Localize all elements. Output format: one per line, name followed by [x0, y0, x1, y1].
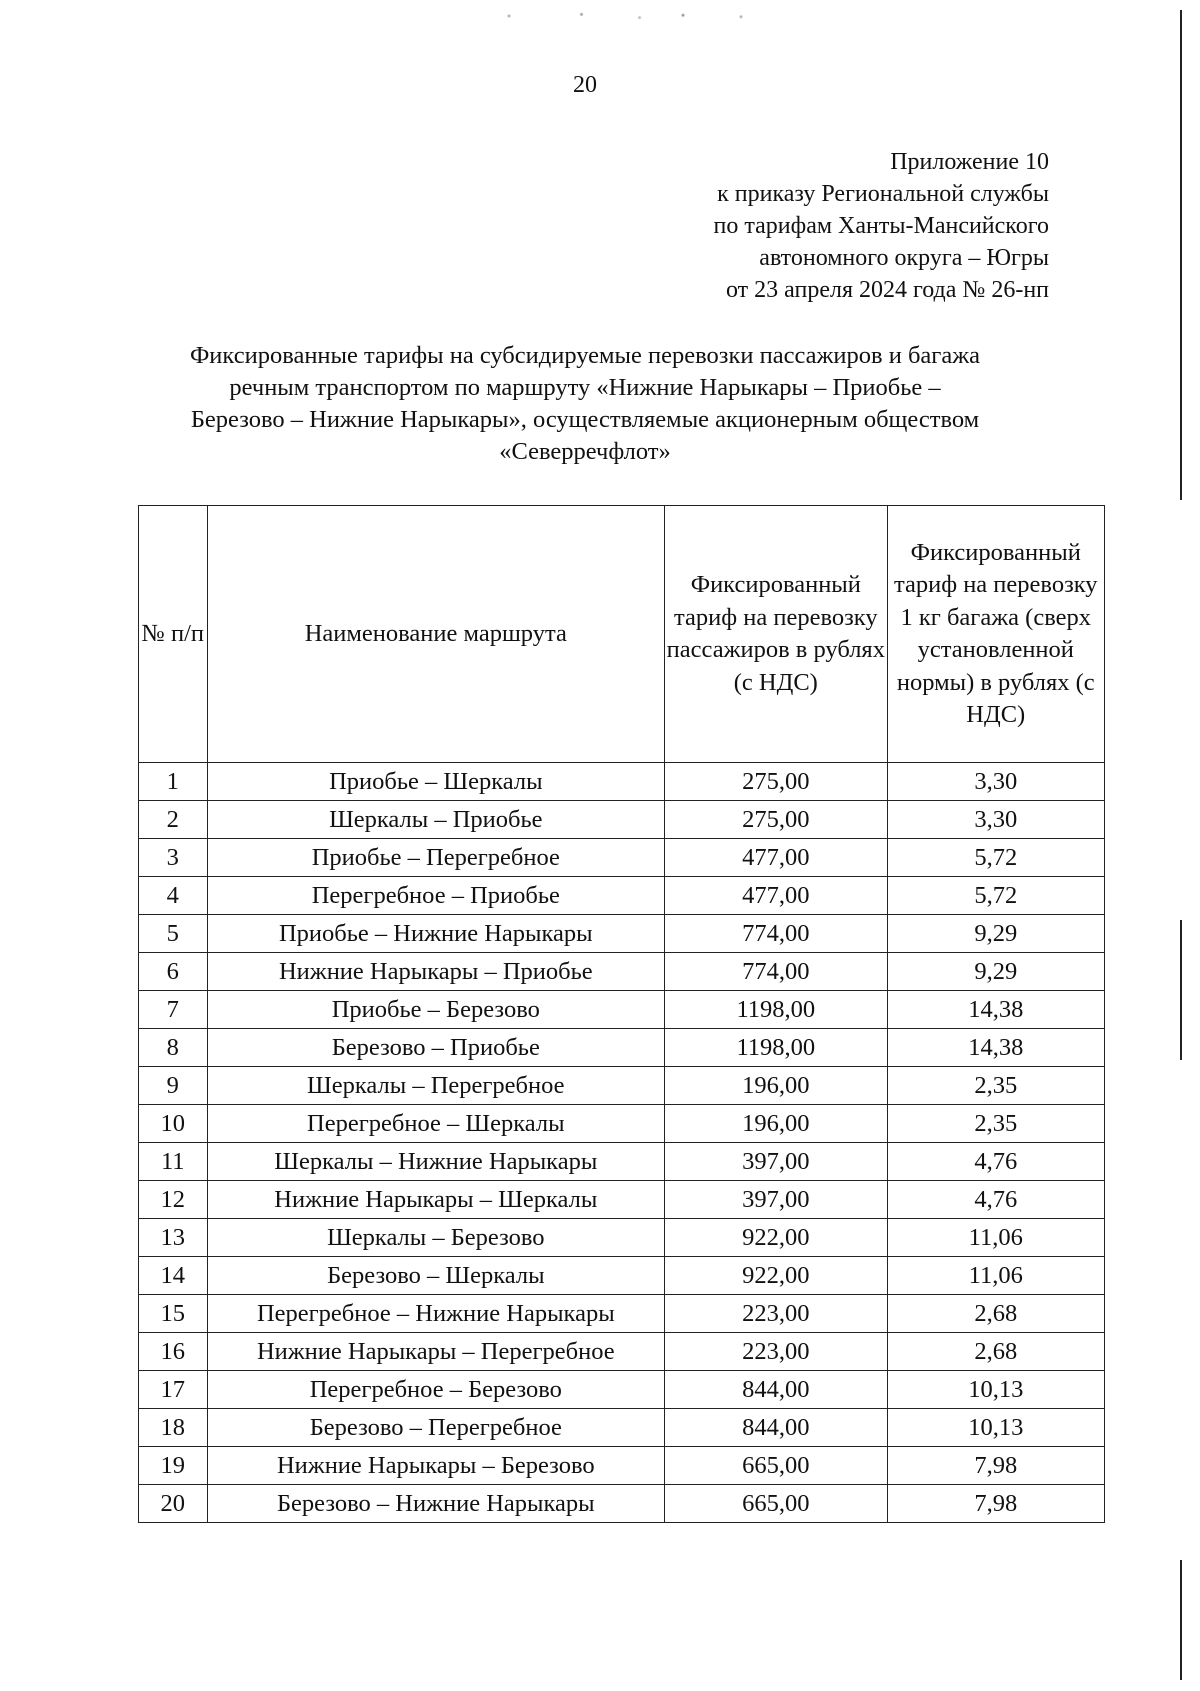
cell-num: 2 [139, 801, 208, 839]
header-baggage-tariff: Фиксированный тариф на перевозку 1 кг багажа (сверх установленной нормы) в рублях (с НДС) [887, 506, 1104, 763]
cell-num: 14 [139, 1257, 208, 1295]
appendix-line: от 23 апреля 2024 года № 26-нп [725, 277, 1049, 303]
title-line: речным транспортом по маршруту «Нижние Нарыкары – Приобье – [229, 374, 941, 401]
cell-baggage-tariff: 10,13 [887, 1371, 1104, 1409]
table-row [139, 1295, 1105, 1333]
cell-route: Березово – Нижние Нарыкары [207, 1485, 665, 1523]
cell-passenger-tariff: 774,00 [665, 915, 887, 953]
table-header-row [139, 506, 1105, 763]
cell-num: 6 [139, 953, 208, 991]
cell-route: Нижние Нарыкары – Приобье [207, 953, 665, 991]
cell-baggage-tariff: 7,98 [887, 1485, 1104, 1523]
cell-num: 13 [139, 1219, 208, 1257]
cell-route: Шеркалы – Нижние Нарыкары [207, 1143, 665, 1181]
table-row [139, 1257, 1105, 1295]
appendix-block [714, 146, 1049, 306]
table-row [139, 1219, 1105, 1257]
appendix-line: к приказу Региональной службы [717, 181, 1049, 207]
cell-num: 11 [139, 1143, 208, 1181]
cell-baggage-tariff: 2,68 [887, 1295, 1104, 1333]
cell-num: 3 [139, 839, 208, 877]
cell-num: 5 [139, 915, 208, 953]
cell-route: Березово – Шеркалы [207, 1257, 665, 1295]
table-row [139, 1485, 1105, 1523]
cell-route: Березово – Приобье [207, 1029, 665, 1067]
table-row [139, 839, 1105, 877]
cell-passenger-tariff: 275,00 [665, 763, 887, 801]
title-line: Фиксированные тарифы на субсидируемые перевозки пассажиров и багажа [189, 342, 981, 369]
header-passenger-tariff: Фиксированный тариф на перевозку пассажиров в рублях (с НДС) [665, 506, 887, 763]
cell-baggage-tariff: 5,72 [887, 839, 1104, 877]
cell-passenger-tariff: 844,00 [665, 1409, 887, 1447]
cell-baggage-tariff: 9,29 [887, 915, 1104, 953]
tariff-table [138, 505, 1105, 1523]
cell-num: 10 [139, 1105, 208, 1143]
cell-num: 4 [139, 877, 208, 915]
cell-passenger-tariff: 275,00 [665, 801, 887, 839]
cell-route: Шеркалы – Березово [207, 1219, 665, 1257]
cell-baggage-tariff: 7,98 [887, 1447, 1104, 1485]
cell-route: Нижние Нарыкары – Шеркалы [207, 1181, 665, 1219]
cell-num: 18 [139, 1409, 208, 1447]
cell-passenger-tariff: 665,00 [665, 1485, 887, 1523]
cell-baggage-tariff: 4,76 [887, 1181, 1104, 1219]
cell-passenger-tariff: 223,00 [665, 1295, 887, 1333]
cell-passenger-tariff: 196,00 [665, 1105, 887, 1143]
appendix-line: Приложение 10 [890, 149, 1049, 175]
cell-route: Нижние Нарыкары – Перегребное [207, 1333, 665, 1371]
header-num: № п/п [139, 506, 208, 763]
table-row [139, 1067, 1105, 1105]
cell-passenger-tariff: 397,00 [665, 1181, 887, 1219]
scan-noise-top [480, 8, 770, 24]
cell-route: Приобье – Шеркалы [207, 763, 665, 801]
cell-num: 8 [139, 1029, 208, 1067]
cell-baggage-tariff: 3,30 [887, 801, 1104, 839]
cell-route: Березово – Перегребное [207, 1409, 665, 1447]
page-number: 20 [573, 72, 597, 98]
cell-num: 7 [139, 991, 208, 1029]
cell-route: Приобье – Перегребное [207, 839, 665, 877]
cell-route: Шеркалы – Перегребное [207, 1067, 665, 1105]
cell-route: Перегребное – Шеркалы [207, 1105, 665, 1143]
cell-baggage-tariff: 5,72 [887, 877, 1104, 915]
table-row [139, 1181, 1105, 1219]
scan-edge-mark [1180, 1560, 1182, 1680]
cell-num: 17 [139, 1371, 208, 1409]
cell-baggage-tariff: 3,30 [887, 763, 1104, 801]
table-row [139, 1371, 1105, 1409]
cell-baggage-tariff: 11,06 [887, 1219, 1104, 1257]
table-row [139, 1143, 1105, 1181]
cell-baggage-tariff: 4,76 [887, 1143, 1104, 1181]
cell-passenger-tariff: 1198,00 [665, 991, 887, 1029]
cell-num: 15 [139, 1295, 208, 1333]
scan-edge-mark [1180, 10, 1182, 500]
document-title [110, 340, 1060, 468]
header-route: Наименование маршрута [207, 506, 665, 763]
cell-passenger-tariff: 223,00 [665, 1333, 887, 1371]
cell-num: 19 [139, 1447, 208, 1485]
table-row [139, 991, 1105, 1029]
table-row [139, 1105, 1105, 1143]
table-row [139, 877, 1105, 915]
cell-num: 12 [139, 1181, 208, 1219]
table-row [139, 1447, 1105, 1485]
table-row [139, 915, 1105, 953]
cell-passenger-tariff: 922,00 [665, 1219, 887, 1257]
cell-num: 9 [139, 1067, 208, 1105]
cell-baggage-tariff: 10,13 [887, 1409, 1104, 1447]
cell-passenger-tariff: 196,00 [665, 1067, 887, 1105]
title-line: «Северречфлот» [499, 438, 671, 465]
cell-route: Шеркалы – Приобье [207, 801, 665, 839]
cell-baggage-tariff: 9,29 [887, 953, 1104, 991]
cell-passenger-tariff: 844,00 [665, 1371, 887, 1409]
cell-route: Перегребное – Нижние Нарыкары [207, 1295, 665, 1333]
cell-route: Нижние Нарыкары – Березово [207, 1447, 665, 1485]
table-row [139, 1029, 1105, 1067]
table-row [139, 1409, 1105, 1447]
cell-baggage-tariff: 14,38 [887, 991, 1104, 1029]
table-row [139, 1333, 1105, 1371]
cell-num: 20 [139, 1485, 208, 1523]
cell-baggage-tariff: 2,35 [887, 1067, 1104, 1105]
cell-route: Приобье – Нижние Нарыкары [207, 915, 665, 953]
cell-num: 16 [139, 1333, 208, 1371]
cell-route: Приобье – Березово [207, 991, 665, 1029]
cell-passenger-tariff: 397,00 [665, 1143, 887, 1181]
appendix-line: по тарифам Ханты-Мансийского [713, 213, 1049, 239]
cell-passenger-tariff: 774,00 [665, 953, 887, 991]
cell-passenger-tariff: 922,00 [665, 1257, 887, 1295]
cell-passenger-tariff: 1198,00 [665, 1029, 887, 1067]
cell-baggage-tariff: 14,38 [887, 1029, 1104, 1067]
cell-num: 1 [139, 763, 208, 801]
cell-route: Перегребное – Березово [207, 1371, 665, 1409]
cell-baggage-tariff: 11,06 [887, 1257, 1104, 1295]
cell-route: Перегребное – Приобье [207, 877, 665, 915]
cell-baggage-tariff: 2,35 [887, 1105, 1104, 1143]
cell-baggage-tariff: 2,68 [887, 1333, 1104, 1371]
cell-passenger-tariff: 477,00 [665, 839, 887, 877]
appendix-line: автономного округа – Югры [759, 245, 1049, 271]
table-row [139, 801, 1105, 839]
table-row [139, 763, 1105, 801]
cell-passenger-tariff: 665,00 [665, 1447, 887, 1485]
cell-passenger-tariff: 477,00 [665, 877, 887, 915]
title-line: Березово – Нижние Нарыкары», осуществляемые акционерным обществом [190, 406, 980, 433]
scan-edge-mark [1180, 920, 1182, 1060]
table-row [139, 953, 1105, 991]
